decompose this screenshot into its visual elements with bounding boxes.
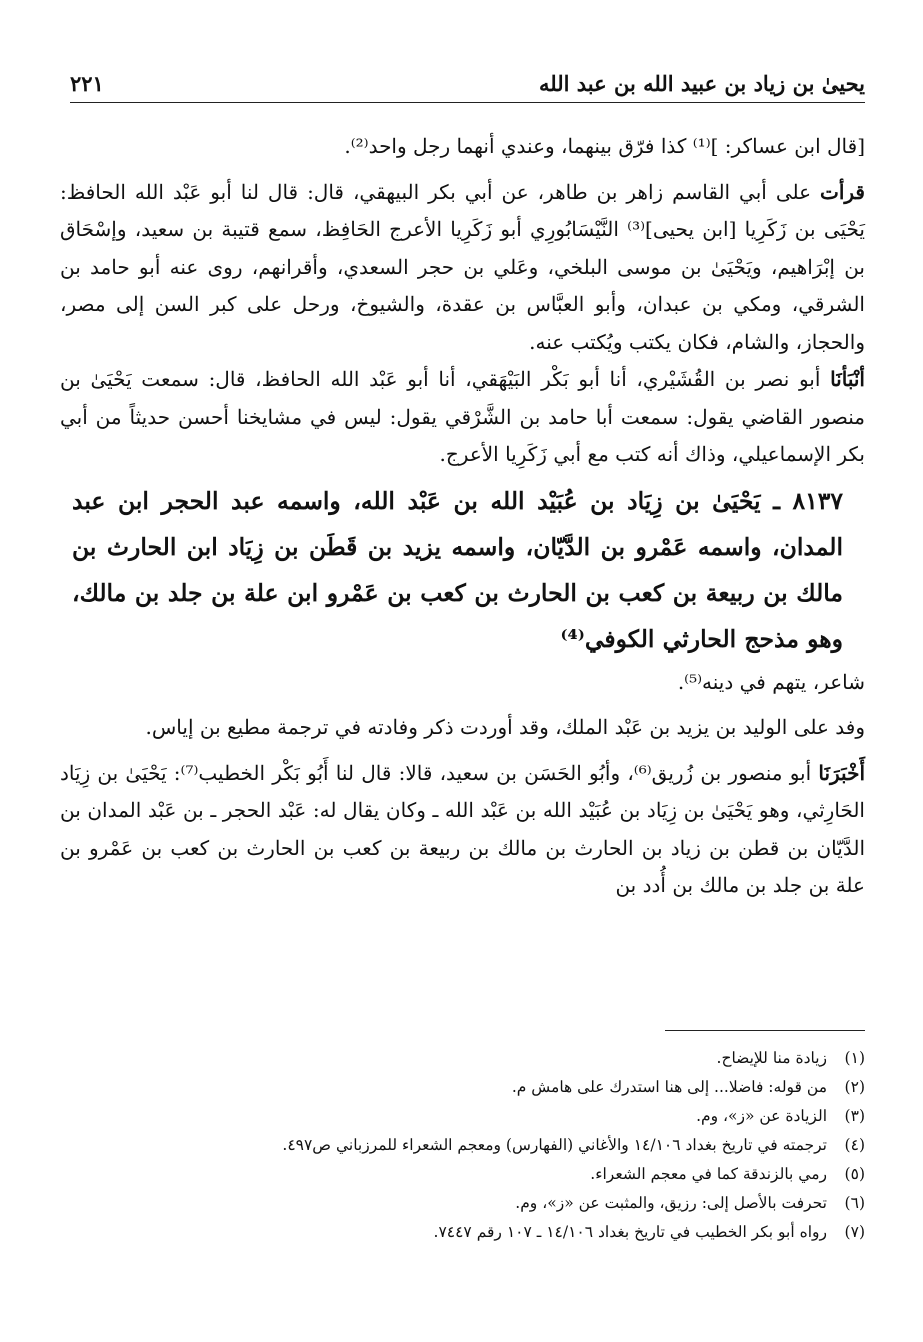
footnote-number: (٢): [844, 1078, 865, 1096]
footnote-divider: [665, 1030, 865, 1031]
main-text: [60, 128, 865, 905]
paragraph-body: أبو نصر بن القُشَيْري، أنا أبو بَكْر البَيْهَقي، أنا أبو عَبْد الله الحافظ، قال: سمعت يَحْيَىٰ بن منصور القاضي يقول: سمعت أبا حامد بن الشَّرْقي يقول: ليس في مشايخنا أحسن حديثاً من أبي بكر الإسماعيلي، وذاك أنه كتب مع أبي زَكَرِيا الأعرج.: [60, 367, 865, 466]
paragraph-ibn-asakir: [قال ابن عساكر: ]⁽¹⁾ كذا فرّق بينهما، وعندي أنهما رجل واحد⁽²⁾.: [344, 134, 865, 158]
footnote-text: رواه أبو بكر الخطيب في تاريخ بغداد ١٤/١٠٦ ـ ١٠٧ رقم ٧٤٤٧.: [433, 1223, 827, 1241]
paragraph-anbaana: [60, 361, 865, 474]
page-number: ٢٢١: [70, 71, 104, 96]
paragraph-body: أبو منصور بن زُريق⁽⁶⁾، وأبُو الحَسَن بن سعيد، قالا: قال لنا أَبُو بَكْر الخطيب⁽⁷⁾: يَحْيَىٰ بن زِيَاد الحَارِثي، وهو يَحْيَىٰ بن زِيَاد بن عُبَيْد الله بن عَبْد الله ـ وكان يقال له: عَبْد الحجر ـ بن عَبْد المدان بن الدَّيّان بن قطن بن زياد بن الحارث بن مالك بن ربيعة بن كعب بن الحارث بن كعب بن عَمْرو بن علة بن جلد بن مالك بن أُدد بن: [60, 760, 865, 897]
paragraph-lead-word: أَخْبَرَنَا: [818, 760, 866, 785]
footnote-text: ترجمته في تاريخ بغداد ١٤/١٠٦ والأغاني (الفهارس) ومعجم الشعراء للمرزباني ص٤٩٧.: [282, 1136, 827, 1154]
entry-heading: ٨١٣٧ ـ يَحْيَىٰ بن زِيَاد بن عُبَيْد الله بن عَبْد الله، واسمه عبد الحجر ابن عبد المدان، واسمه عَمْرو بن الدَّيّان، واسمه يزيد بن قَطَن بن زِيَاد ابن الحارث بن مالك بن ربيعة بن كعب بن الحارث بن كعب بن عَمْرو ابن علة بن جلد بن مالك، وهو مذحج الحارثي الكوفي⁽⁴⁾: [72, 486, 843, 653]
footnote-item: [60, 1160, 865, 1189]
footnote-text: زيادة منا للإيضاح.: [716, 1049, 827, 1067]
footnote-text: الزيادة عن «ز»، وم.: [696, 1107, 827, 1125]
footnote-text: رمي بالزندقة كما في معجم الشعراء.: [590, 1165, 827, 1183]
paragraph-qara-tu: [60, 174, 865, 362]
footnote-item: [60, 1131, 865, 1160]
paragraph-shaer: شاعر، يتهم في دينه⁽⁵⁾.: [677, 669, 865, 694]
footnote-number: (٦): [844, 1194, 865, 1212]
paragraph-lead-word: أنْبَأنَا: [830, 367, 865, 391]
paragraph-lead-word: قرأت: [820, 179, 865, 204]
footnote-item: [60, 1218, 865, 1247]
paragraph-akhbarana: [60, 755, 865, 905]
footnote-item: [60, 1102, 865, 1131]
footnote-number: (١): [844, 1049, 865, 1067]
footnote-number: (٧): [844, 1223, 865, 1241]
footnote-item: [60, 1073, 865, 1102]
footnote-text: تحرفت بالأصل إلى: رزيق، والمثبت عن «ز»، وم.: [515, 1194, 827, 1212]
running-title: يحيىٰ بن زياد بن عبيد الله بن عبد الله: [539, 71, 865, 96]
footnote-text: من قوله: فاضلا... إلى هنا استدرك على هامش م.: [511, 1078, 827, 1096]
footnote-number: (٥): [844, 1165, 865, 1183]
footnote-number: (٣): [844, 1107, 865, 1125]
footnote-number: (٤): [844, 1136, 865, 1154]
footnote-item: [60, 1189, 865, 1218]
footnote-item: [60, 1044, 865, 1073]
paragraph-body: على أبي القاسم زاهر بن طاهر، عن أبي بكر البيهقي، قال: قال لنا أبو عَبْد الله الحافظ: يَحْيَى بن زَكَرِيا [ابن يحيى]⁽³⁾ النَّيْسَابُورِي أبو زَكَرِيا الأعرج الحَافِظ، سمع قتيبة بن سعيد، وإسْحَاق بن إبْرَاهيم، ويَحْيَىٰ بن موسى البلخي، وعَلي بن حجر السعدي، وأقرانهم، روى عنه أبو حامد بن الشرقي، ومكي بن عبدان، وأبو العبَّاس بن عقدة، والشيوخ، ورحل على كبر السن إلى مصر، والحجاز، والشام، فكان يكتب ويُكتب عنه.: [60, 179, 865, 354]
paragraph-wafada: وفد على الوليد بن يزيد بن عَبْد الملك، وقد أوردت ذكر وفادته في ترجمة مطيع بن إياس.: [145, 715, 865, 739]
footnotes-list: [60, 1044, 865, 1247]
running-head: [70, 62, 865, 103]
